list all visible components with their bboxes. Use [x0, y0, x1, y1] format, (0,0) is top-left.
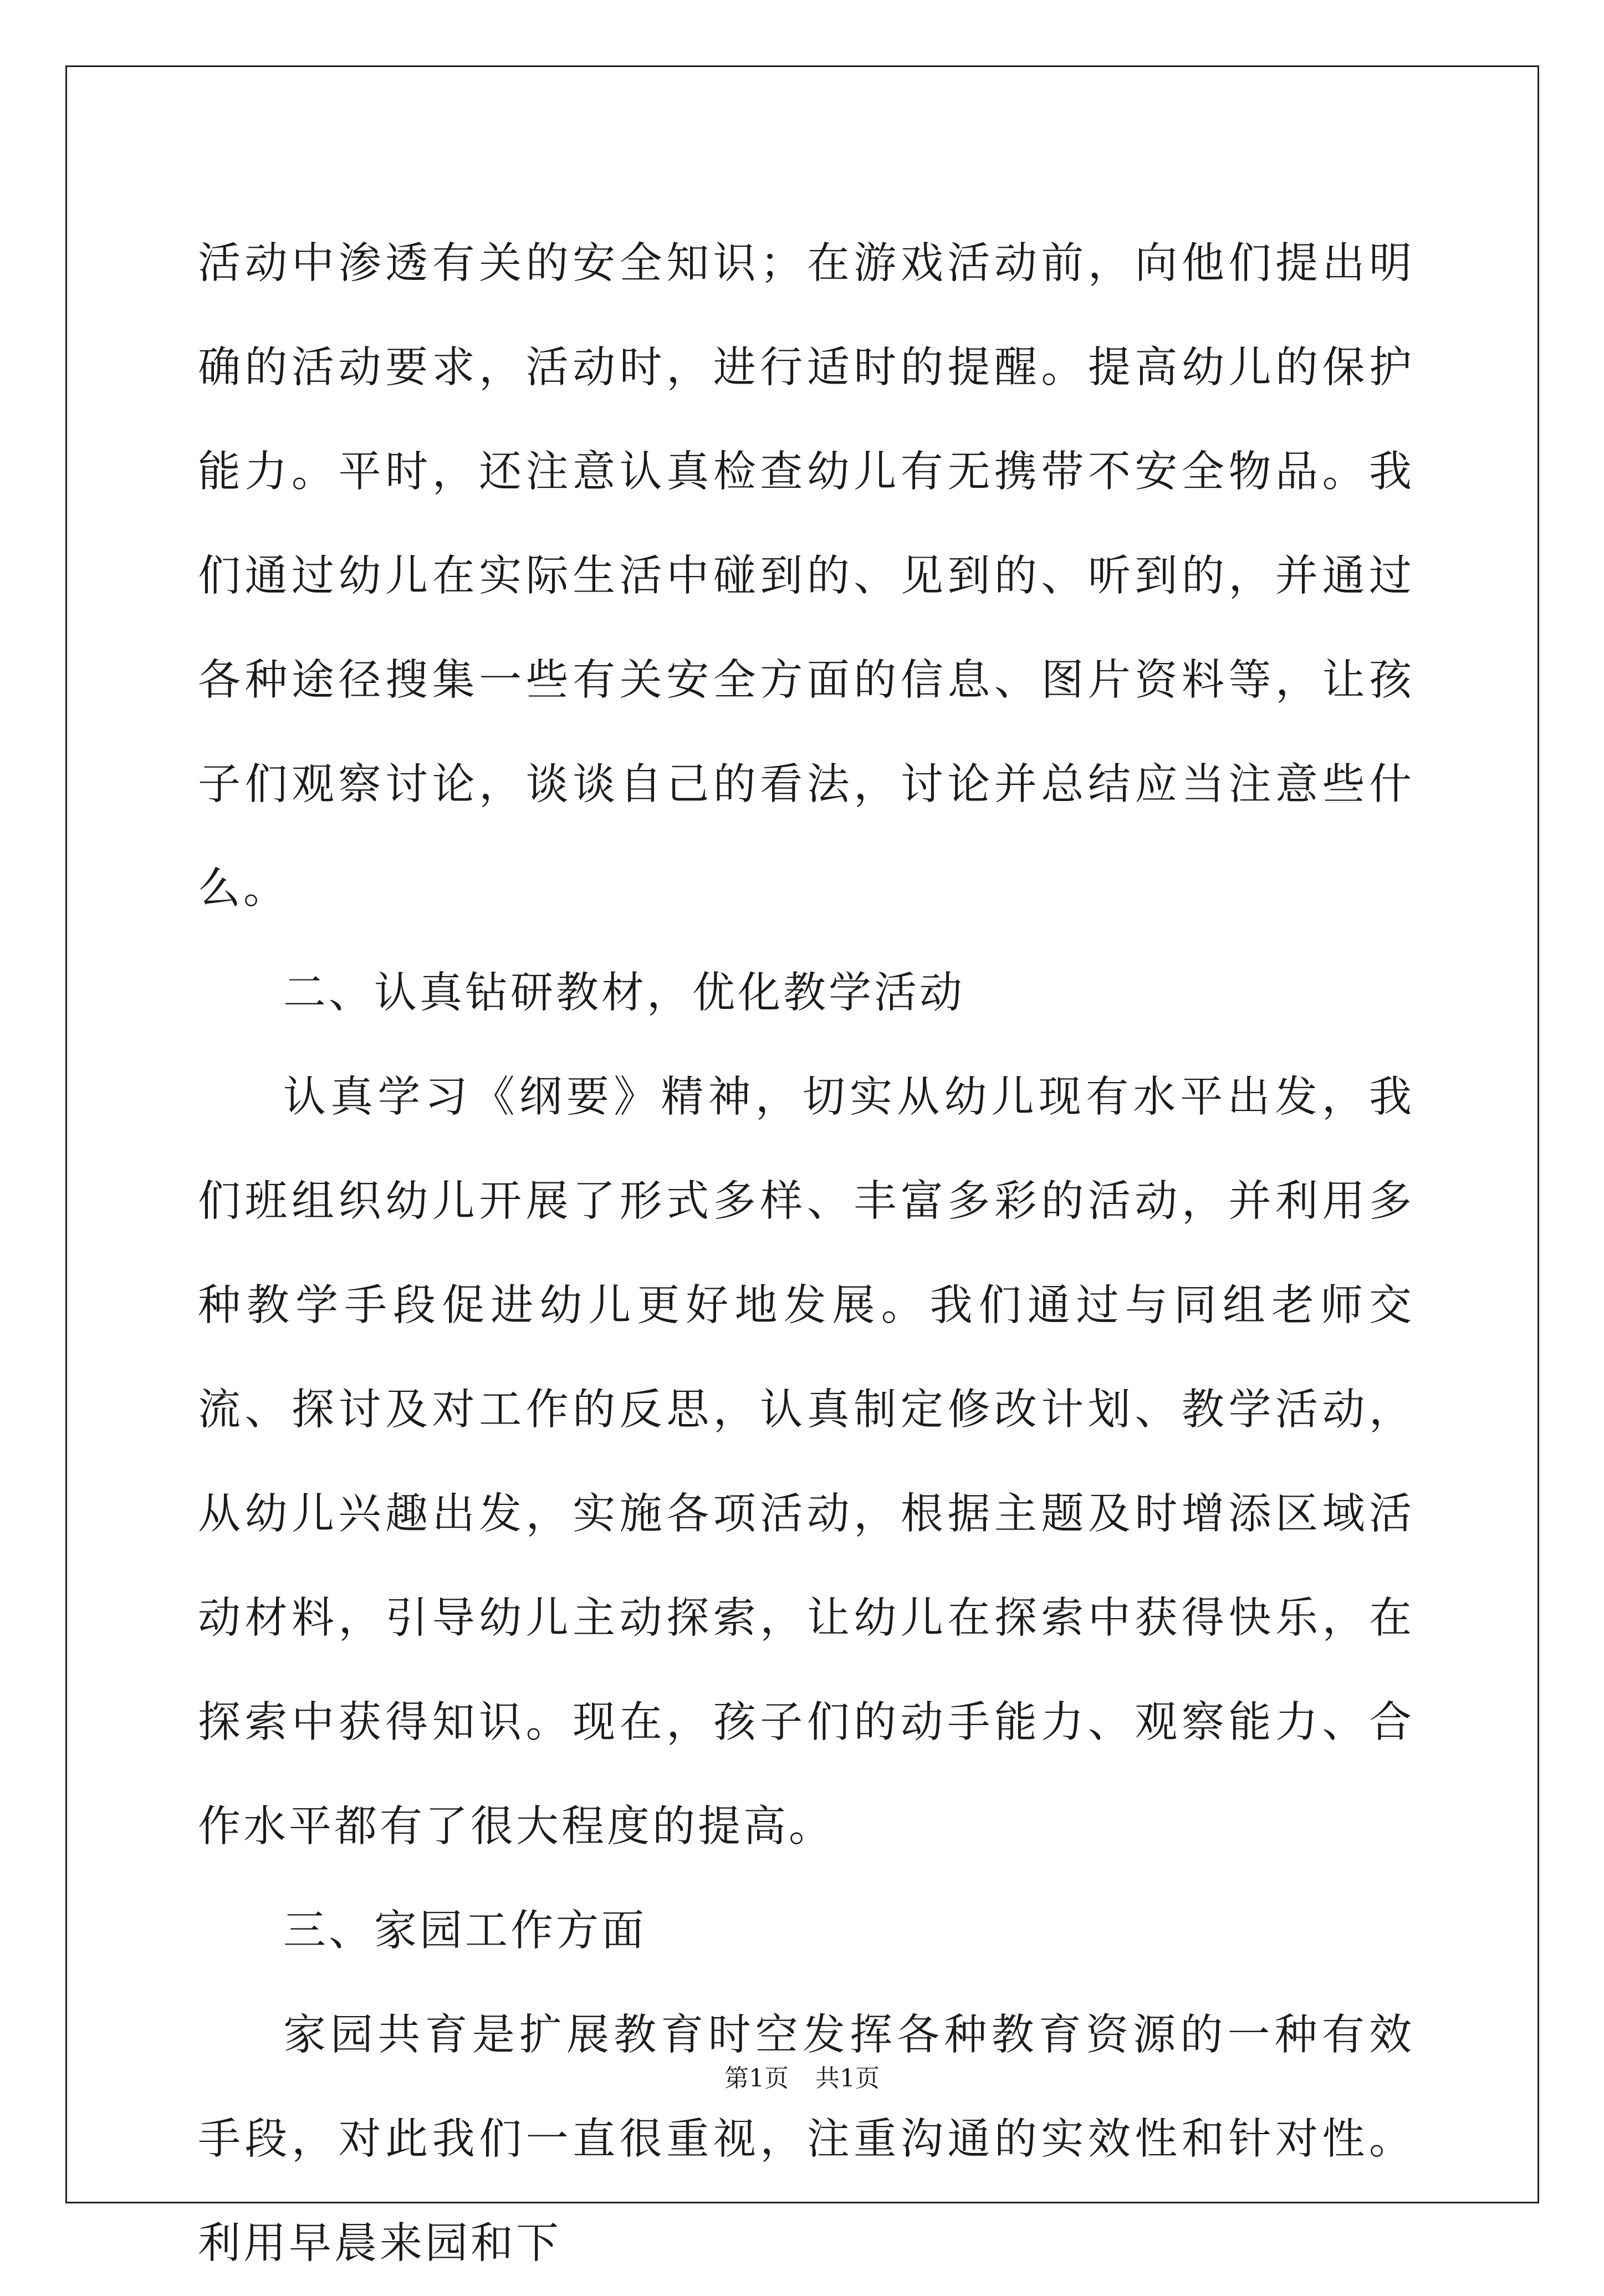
section-heading-home-school: 三、家园工作方面 — [283, 1906, 647, 1956]
paragraph-teaching: 认真学习《纲要》精神，切实从幼儿现有水平出发，我们班组织幼儿开展了形式多样、丰富多彩的活动，并利用多种教学手段促进幼儿更好地发展。我们通过与同组老师交流、探讨及对工作的反思，认真制定修改计划、教学活动，从幼儿兴趣出发，实施各项活动，根据主题及时增添区域活动材料，引导幼儿主动探索，让幼儿在探索中获得快乐，在探索中获得知识。现在，孩子们的动手能力、观察能力、合作水平都有了很大程度的提高。 — [198, 1073, 1414, 1851]
paragraph-safety-continued: 活动中渗透有关的安全知识；在游戏活动前，向他们提出明确的活动要求，活动时，进行适时的提醒。提高幼儿的保护能力。平时，还注意认真检查幼儿有无携带不安全物品。我们通过幼儿在实际生活中碰到的、见到的、听到的，并通过各种途径搜集一些有关安全方面的信息、图片资料等，让孩子们观察讨论，谈谈自己的看法，讨论并总结应当注意些什么。 — [198, 239, 1414, 914]
current-page-number: 第1页 — [724, 2064, 789, 2093]
page-footer — [0, 2062, 1604, 2095]
paragraph-home-school: 家园共育是扩展教育时空发挥各种教育资源的一种有效手段，对此我们一直很重视，注重沟通的实效性和针对性。利用早晨来园和下 — [198, 2011, 1414, 2268]
section-heading-teaching: 二、认真钻研教材，优化教学活动 — [283, 968, 965, 1018]
document-body — [198, 212, 1414, 2296]
total-pages: 共1页 — [815, 2064, 880, 2093]
